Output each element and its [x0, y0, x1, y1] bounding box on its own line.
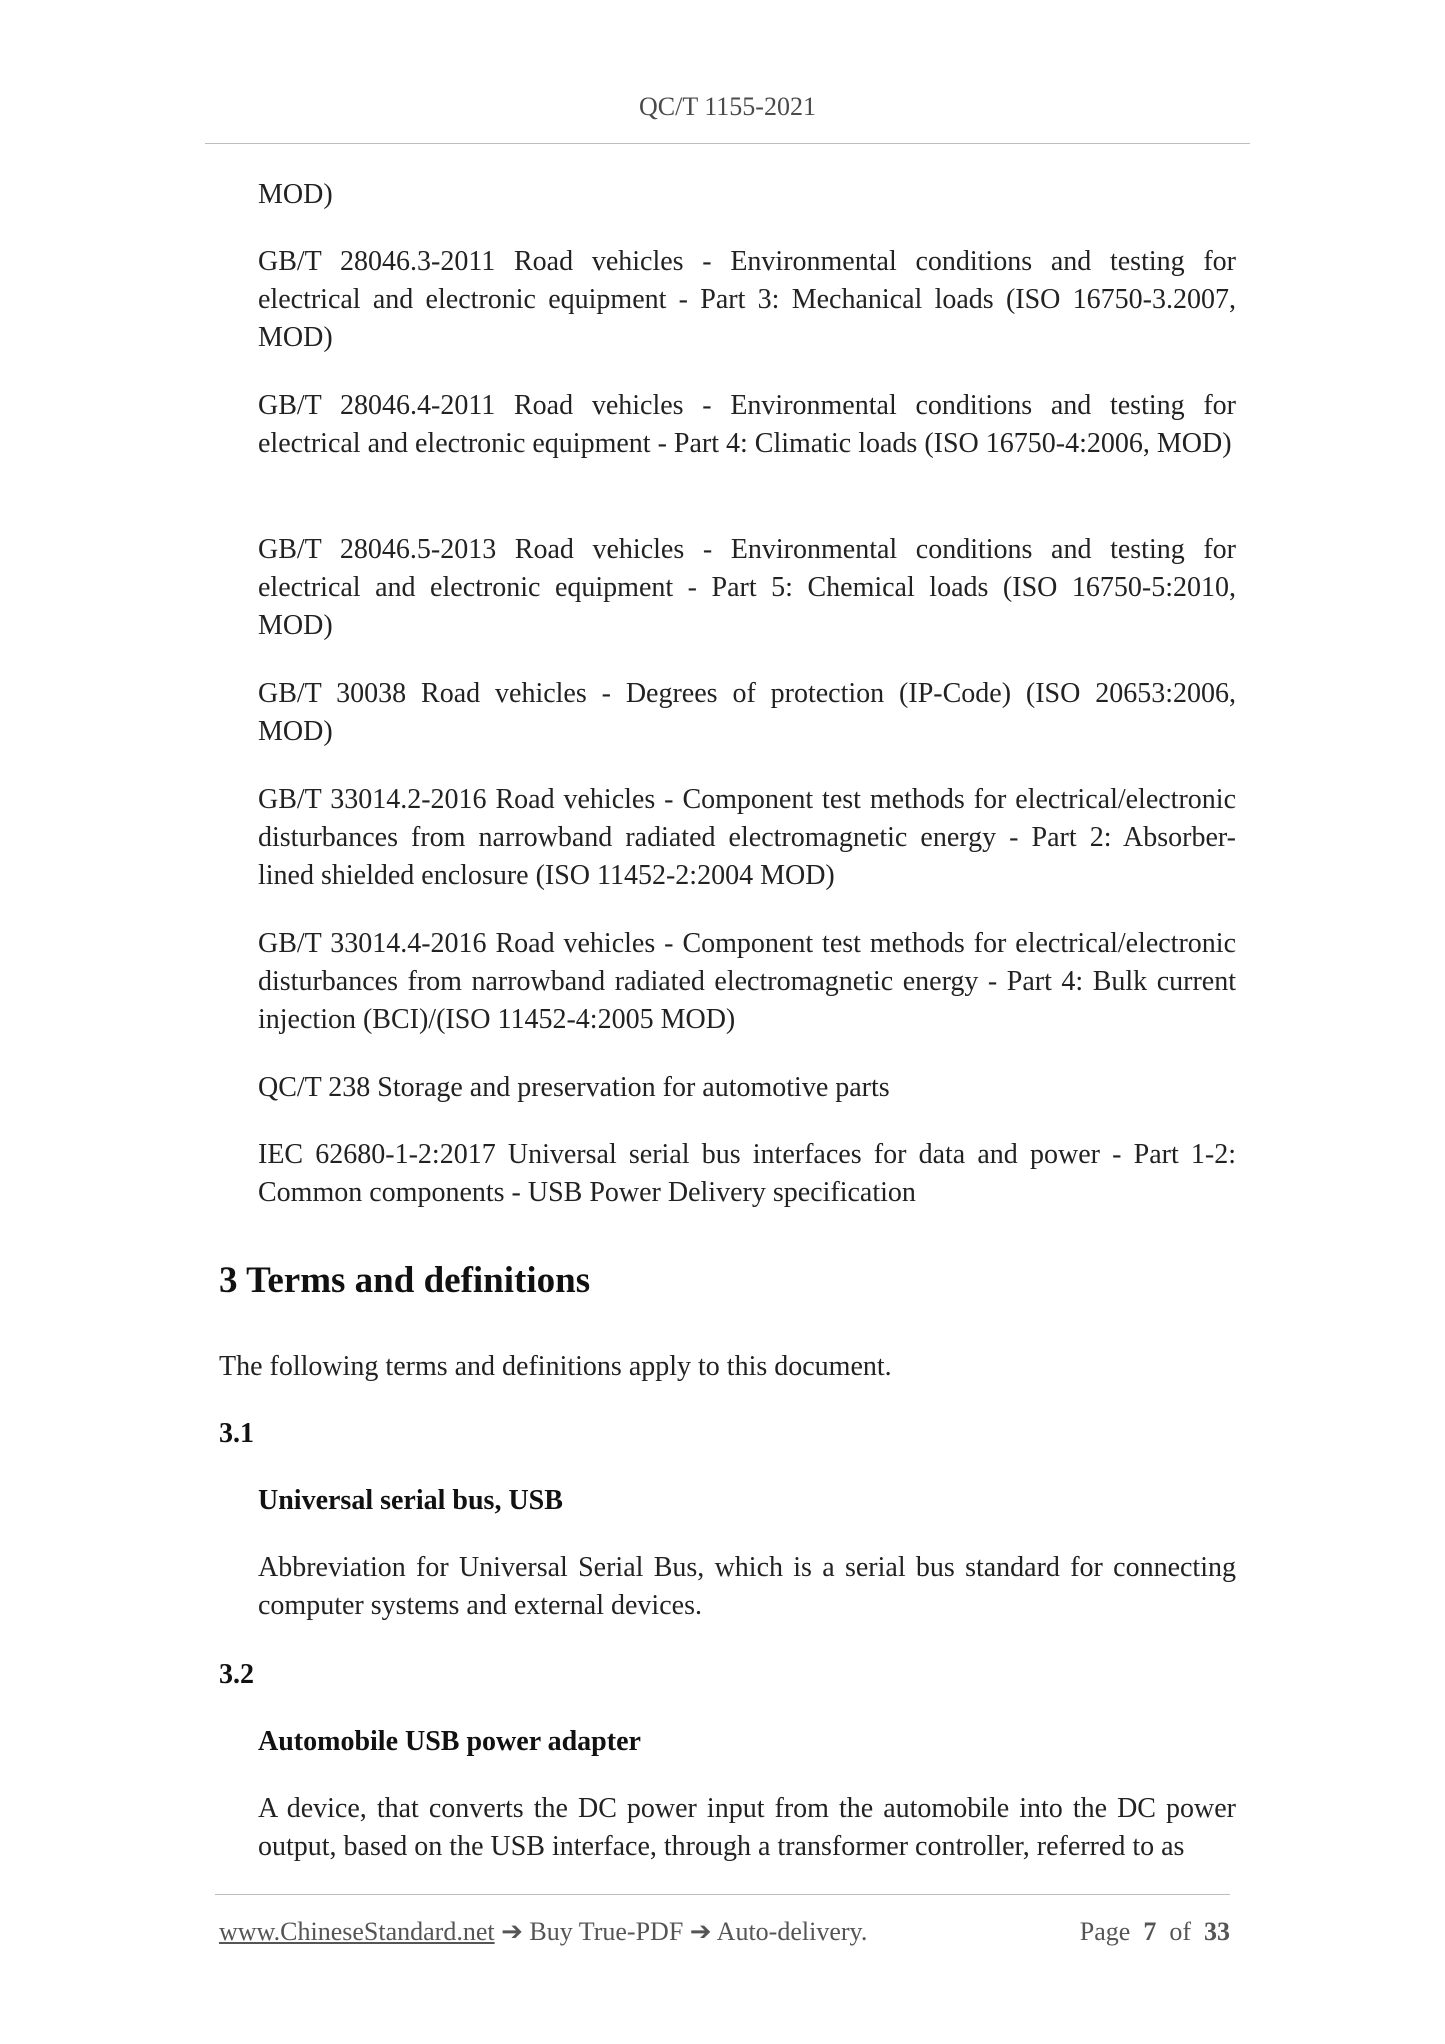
- page-label: Page: [1079, 1917, 1131, 1946]
- document-code: QC/T 1155-2021: [639, 92, 816, 121]
- reference-entry: QC/T 238 Storage and preservation for automotive parts: [258, 1072, 890, 1103]
- footer-divider: [215, 1894, 1230, 1895]
- of-label: of: [1169, 1917, 1191, 1946]
- footer-promo: [219, 1916, 867, 1948]
- section-intro: The following terms and definitions apply to this document.: [219, 1351, 892, 1382]
- reference-entry: IEC 62680-1-2:2017 Universal serial bus interfaces for data and power - Part 1-2: Common components - USB Power Delivery specification: [258, 1139, 1236, 1208]
- website-link[interactable]: www.ChineseStandard.net: [219, 1917, 495, 1946]
- reference-entry: GB/T 28046.3-2011 Road vehicles - Environmental conditions and testing for electrical and electronic equipment - Part 3: Mechanical loads (ISO 16750-3.2007, MOD): [258, 246, 1236, 353]
- reference-entry: GB/T 33014.4-2016 Road vehicles - Component test methods for electrical/electronic disturbances from narrowband radiated electromagnetic energy - Part 4: Bulk current injection (BCI)/(ISO 11452-4:2005 MOD): [258, 928, 1236, 1035]
- term-title: Automobile USB power adapter: [258, 1726, 641, 1757]
- term-definition: A device, that converts the DC power input from the automobile into the DC power output, based on the USB interface, through a transformer controller, referred to as: [258, 1793, 1236, 1862]
- arrow-right-icon: ➔: [689, 1917, 712, 1946]
- reference-entry: GB/T 28046.4-2011 Road vehicles - Environmental conditions and testing for electrical and electronic equipment - Part 4: Climatic loads (ISO 16750-4:2006, MOD): [258, 390, 1236, 459]
- current-page-number: 7: [1143, 1917, 1157, 1946]
- term-definition: Abbreviation for Universal Serial Bus, which is a serial bus standard for connecting computer systems and external devices.: [258, 1552, 1236, 1621]
- arrow-right-icon: ➔: [501, 1917, 523, 1946]
- header-divider: [205, 143, 1250, 144]
- total-pages-number: 33: [1204, 1917, 1230, 1946]
- reference-entry: GB/T 33014.2-2016 Road vehicles - Component test methods for electrical/electronic disturbances from narrowband radiated electromagnetic energy - Part 2: Absorber-lined shielded enclosure (ISO 11452-2:2004 MOD): [258, 784, 1236, 891]
- clause-number: 3.1: [219, 1418, 254, 1449]
- page-indicator: [1080, 1916, 1230, 1948]
- reference-entry: GB/T 30038 Road vehicles - Degrees of protection (IP-Code) (ISO 20653:2006, MOD): [258, 678, 1236, 747]
- reference-continuation: MOD): [258, 179, 333, 210]
- term-title: Universal serial bus, USB: [258, 1485, 563, 1516]
- running-header: [205, 92, 1250, 122]
- clause-number: 3.2: [219, 1659, 254, 1690]
- section-heading: 3 Terms and definitions: [219, 1260, 591, 1301]
- auto-delivery-text: Auto-delivery.: [716, 1917, 868, 1946]
- buy-pdf-text: Buy True-PDF: [529, 1917, 684, 1946]
- reference-entry: GB/T 28046.5-2013 Road vehicles - Environmental conditions and testing for electrical and electronic equipment - Part 5: Chemical loads (ISO 16750-5:2010, MOD): [258, 534, 1236, 641]
